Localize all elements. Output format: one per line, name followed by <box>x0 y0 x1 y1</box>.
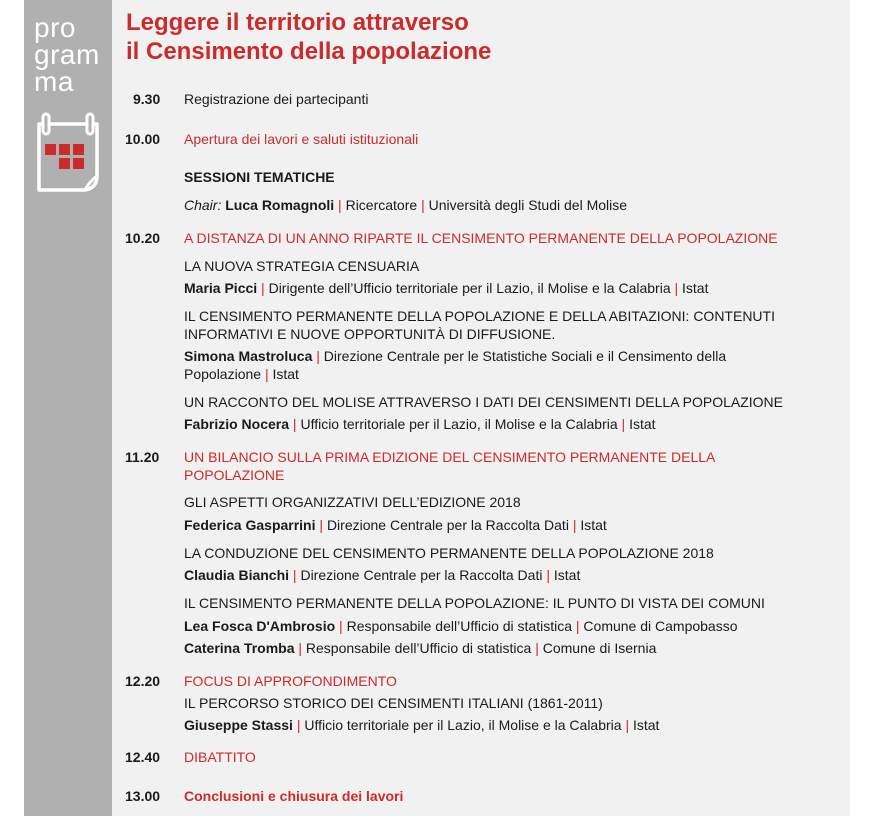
separator: | <box>292 567 297 583</box>
speaker-org: Comune di Campobasso <box>583 618 738 634</box>
speaker-line <box>184 566 580 584</box>
speaker-org: Istat <box>580 517 607 533</box>
session-title: UN BILANCIO SULLA PRIMA EDIZIONE DEL CENSIMENTO PERMANENTE DELLA <box>184 449 716 465</box>
programma-label-line: gram <box>34 39 100 70</box>
talk-title: IL CENSIMENTO PERMANENTE DELLA POPOLAZIONE: IL PUNTO DI VISTA DEI COMUNI <box>184 595 765 611</box>
speaker-name: Simona Mastroluca <box>184 348 313 364</box>
speaker-name: Fabrizio Nocera <box>184 416 290 432</box>
speaker-org: Istat <box>632 717 660 733</box>
separator: | <box>338 197 342 213</box>
separator: | <box>319 517 324 533</box>
session-title: A DISTANZA DI UN ANNO RIPARTE IL CENSIMENTO PERMANENTE DELLA POPOLAZIONE <box>184 230 778 246</box>
speaker-line <box>184 617 738 635</box>
speaker-role: Direzione Centrale per la Raccolta Dati <box>300 567 543 583</box>
separator: | <box>264 366 269 382</box>
talk-title: INFORMATIVI E NUOVE OPPORTUNITÀ DI DIFFUSIONE. <box>184 326 556 342</box>
speaker-org: Comune di Isernia <box>542 640 657 656</box>
programma-label <box>34 14 100 95</box>
talk-title: GLI ASPETTI ORGANIZZATIVI DELL’EDIZIONE 2018 <box>184 494 521 510</box>
speaker-line <box>184 516 607 534</box>
separator: | <box>296 717 301 733</box>
talk-title: IL CENSIMENTO PERMANENTE DELLA POPOLAZIONE E DELLA ABITAZIONI: CONTENUTI <box>184 308 775 324</box>
programma-label-line: pro <box>34 12 76 43</box>
speaker-line <box>184 639 656 657</box>
speaker-line <box>184 365 299 383</box>
speaker-name: Maria Picci <box>184 280 258 296</box>
separator: | <box>625 717 630 733</box>
page-title-line: il Censimento della popolazione <box>126 38 492 65</box>
separator: | <box>674 280 679 296</box>
separator: | <box>298 640 303 656</box>
calendar-icon <box>33 110 103 196</box>
separator: | <box>575 618 580 634</box>
separator: | <box>546 567 550 583</box>
time-label: 12.40 <box>125 749 161 765</box>
page-title <box>126 8 491 66</box>
speaker-org: Istat <box>272 366 299 382</box>
speaker-name: Luca Romagnoli <box>225 197 335 213</box>
time-label: 10.00 <box>125 131 161 147</box>
separator: | <box>292 416 297 432</box>
speaker-line <box>184 415 656 433</box>
time-label: 12.20 <box>125 673 161 689</box>
talk-title: LA CONDUZIONE DEL CENSIMENTO PERMANENTE DELLA POPOLAZIONE 2018 <box>184 545 714 561</box>
speaker-role: Ufficio territoriale per il Lazio, il Molise e la Calabria <box>304 717 622 733</box>
speaker-org: Istat <box>682 280 709 296</box>
speaker-role: Ufficio territoriale per il Lazio, il Molise e la Calabria <box>300 416 618 432</box>
time-label: 9.30 <box>133 91 161 107</box>
agenda-item: DIBATTITO <box>184 749 256 765</box>
time-label: 10.20 <box>125 230 161 246</box>
speaker-line <box>184 716 659 734</box>
separator: | <box>339 618 343 634</box>
speaker-role: Direzione Centrale per le Statistiche Sociali e il Censimento della <box>323 348 727 364</box>
session-title: FOCUS DI APPROFONDIMENTO <box>184 673 397 689</box>
speaker-name: Claudia Bianchi <box>184 567 290 583</box>
speaker-role: Responsabile dell’Ufficio di statistica <box>305 640 532 656</box>
separator: | <box>535 640 539 656</box>
speaker-role: Responsabile dell’Ufficio di statistica <box>346 618 572 634</box>
separator: | <box>261 280 265 296</box>
speaker-org: Istat <box>553 567 581 583</box>
talk-title: LA NUOVA STRATEGIA CENSUARIA <box>184 258 420 274</box>
speaker-name: Lea Fosca D'Ambrosio <box>184 618 336 634</box>
time-label: 11.20 <box>125 449 160 465</box>
talk-title: UN RACCONTO DEL MOLISE ATTRAVERSO I DATI DEI CENSIMENTI DELLA POPOLAZIONE <box>184 394 784 410</box>
speaker-role: Popolazione <box>184 366 262 382</box>
time-label: 13.00 <box>125 788 161 804</box>
speaker-org: Istat <box>629 416 656 432</box>
speaker-name: Giuseppe Stassi <box>184 717 293 733</box>
speaker-line <box>184 279 709 297</box>
agenda-item: Conclusioni e chiusura dei lavori <box>184 788 404 804</box>
speaker-role: Direzione Centrale per la Raccolta Dati <box>326 517 569 533</box>
separator: | <box>621 416 626 432</box>
programma-label-line: ma <box>34 66 74 97</box>
page-title-line: Leggere il territorio attraverso <box>126 9 469 36</box>
speaker-org: Università degli Studi del Molise <box>428 197 628 213</box>
session-title: POPOLAZIONE <box>184 467 285 483</box>
speaker-line <box>184 347 726 365</box>
speaker-role: Ricercatore <box>345 197 418 213</box>
separator: | <box>316 348 320 364</box>
agenda-item: Registrazione dei partecipanti <box>184 91 369 107</box>
agenda-item: Apertura dei lavori e saluti istituzionali <box>184 131 419 147</box>
talk-title: IL PERCORSO STORICO DEI CENSIMENTI ITALIANI (1861-2011) <box>184 695 603 711</box>
chair-label: Chair: <box>184 197 222 213</box>
separator: | <box>572 517 577 533</box>
speaker-name: Federica Gasparrini <box>184 517 316 533</box>
speaker-role: Dirigente dell’Ufficio territoriale per il Lazio, il Molise e la Calabria <box>268 280 671 296</box>
session-heading: SESSIONI TEMATICHE <box>184 169 335 185</box>
separator: | <box>421 197 425 213</box>
speaker-name: Caterina Tromba <box>184 640 295 656</box>
chair-line <box>184 196 627 214</box>
